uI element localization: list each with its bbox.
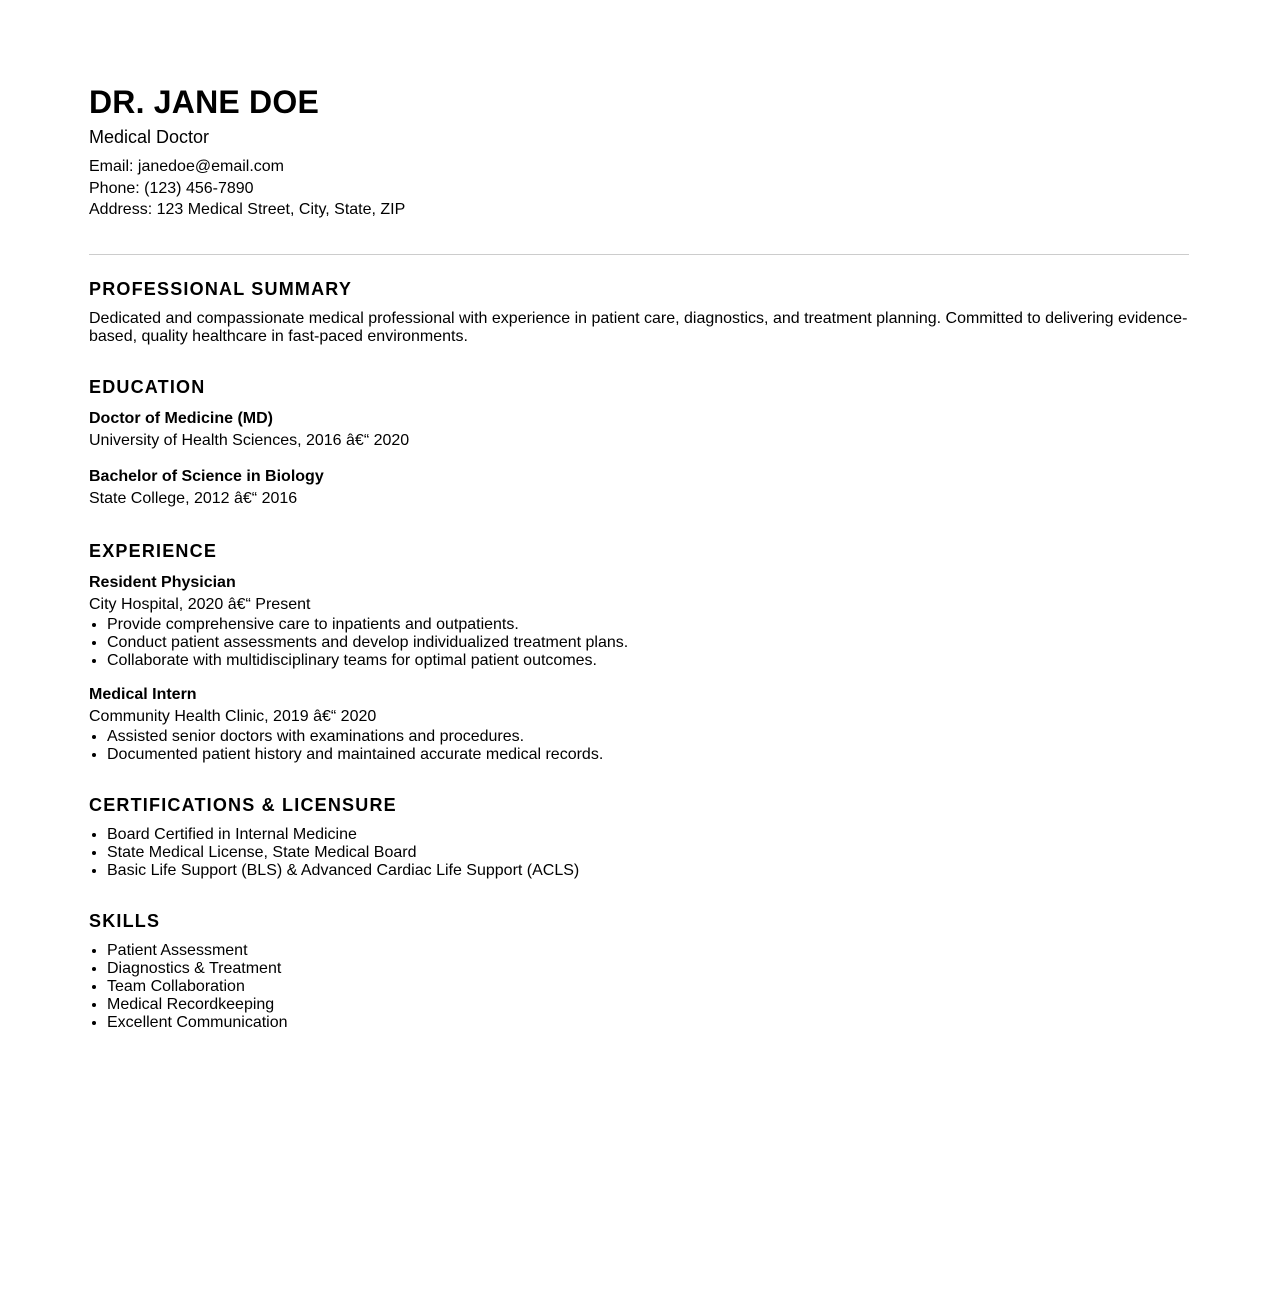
experience-section [89,540,1189,764]
education-entry [89,466,1189,510]
list-item: • Excellent Communication [107,1014,1189,1032]
education-detail: State College, 2012 â€“ 2016 [89,489,298,507]
summary-text: Dedicated and compassionate medical professional with experience in patient care, diagnostics, and treatment planning. Committed to delivering evidence-based, quality healthcare in fast-paced environments. [89,309,1188,345]
list-item: • Medical Recordkeeping [107,996,1189,1014]
education-degree: Bachelor of Science in Biology [89,467,324,485]
certifications-list [89,826,1189,880]
section-heading-certifications: CERTIFICATIONS & LICENSURE [89,794,397,815]
contact-info [89,156,1189,221]
list-item: • Patient Assessment [107,942,1189,960]
list-item: • Conduct patient assessments and develop individualized treatment plans. [107,634,1189,652]
resume-header [89,82,1189,221]
certifications-section [89,794,1189,880]
list-item: • Assisted senior doctors with examinations and procedures. [107,728,1189,746]
education-degree: Doctor of Medicine (MD) [89,409,273,427]
list-item: • Board Certified in Internal Medicine [107,826,1189,844]
experience-detail: Community Health Clinic, 2019 â€“ 2020 [89,707,377,725]
contact-phone: Phone: (123) 456-7890 [89,179,254,197]
skills-section [89,910,1189,1032]
list-item: • Basic Life Support (BLS) & Advanced Cardiac Life Support (ACLS) [107,862,1189,880]
candidate-name: DR. JANE DOE [89,84,319,120]
summary-section [89,278,1189,346]
contact-address: Address: 123 Medical Street, City, State, ZIP [89,201,406,218]
experience-detail: City Hospital, 2020 â€“ Present [89,595,311,613]
section-heading-skills: SKILLS [89,910,161,931]
list-item: • Diagnostics & Treatment [107,960,1189,978]
education-section [89,376,1189,510]
list-item: • Documented patient history and maintained accurate medical records. [107,746,1189,764]
section-heading-experience: EXPERIENCE [89,540,218,561]
experience-entry [89,684,1189,764]
education-detail: University of Health Sciences, 2016 â€“ 2020 [89,431,410,449]
experience-bullets [89,616,1189,670]
candidate-title: Medical Doctor [89,127,210,147]
skills-list [89,942,1189,1032]
section-heading-education: EDUCATION [89,376,206,397]
list-item: • Provide comprehensive care to inpatients and outpatients. [107,616,1189,634]
list-item: • State Medical License, State Medical Board [107,844,1189,862]
education-entry [89,408,1189,452]
list-item: • Collaborate with multidisciplinary teams for optimal patient outcomes. [107,652,1189,670]
contact-email: Email: janedoe@email.com [89,158,284,175]
experience-entry [89,572,1189,670]
list-item: • Team Collaboration [107,978,1189,996]
experience-bullets [89,728,1189,764]
header-divider [89,254,1189,255]
experience-role: Resident Physician [89,573,236,591]
experience-role: Medical Intern [89,685,197,703]
section-heading-summary: PROFESSIONAL SUMMARY [89,278,353,299]
